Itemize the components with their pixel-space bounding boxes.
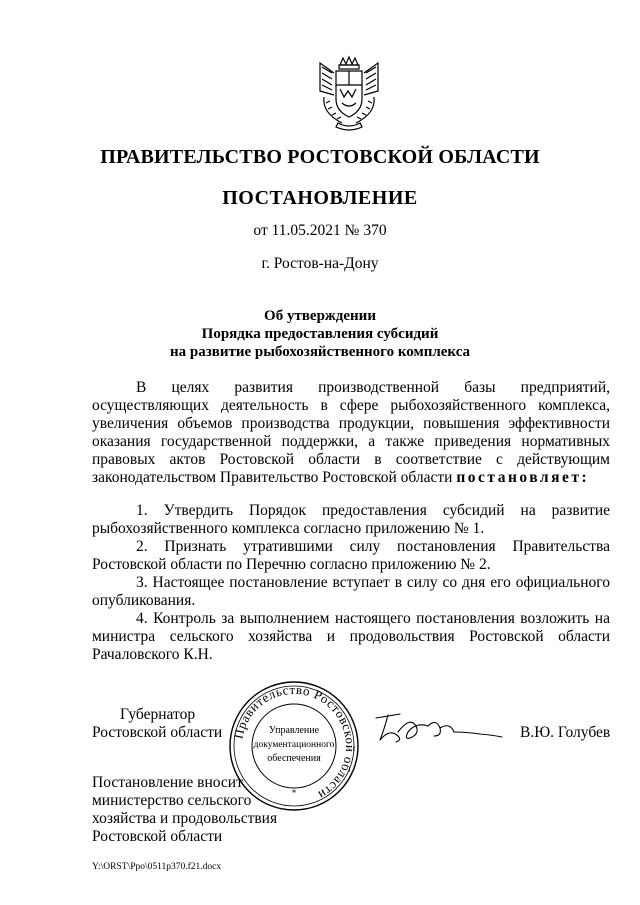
introduced-by-line: министерство сельского — [92, 792, 252, 809]
resolution-item: 3. Настоящее постановление вступает в силу со дня его официального опубликования. — [92, 574, 610, 609]
introduced-by-block — [92, 774, 332, 846]
seal-star-icon: * — [291, 788, 297, 798]
seal-ring-text: Правительство Ростовской области — [230, 681, 359, 804]
introduced-by-line: хозяйства и продовольствия — [92, 810, 278, 827]
file-path-footer: Y:\ORST\Ppo\0511p370.f21.docx — [92, 862, 222, 872]
introduced-by-line: Ростовской области — [92, 828, 223, 845]
document-subject — [0, 307, 640, 361]
seal-line: документационного — [253, 740, 335, 750]
subject-line: на развитие рыбохозяйственного комплекса — [169, 344, 471, 360]
government-name: ПРАВИТЕЛЬСТВО РОСТОВСКОЙ ОБЛАСТИ — [100, 146, 540, 168]
signatory-name: В.Ю. Голубев — [520, 724, 611, 741]
document-date-number: от 11.05.2021 № 370 — [253, 222, 387, 239]
resolution-item: 4. Контроль за выполнением настоящего постановления возложить на министра сельского хозяйства и продовольствия Ростовской области Рачаловского К.Н. — [92, 610, 610, 663]
preamble-text: В целях развития производственной базы предприятий, осуществляющих деятельность в сфере рыбохозяйственного комплекса, увеличения объемов производства продукции, повышения эффективности оказания государственной поддержки, а также приведения нормативных правовых актов Ростовской области в соответствие с действующим законодательством Правительство Ростовской области — [92, 379, 610, 486]
seal-line: Управление — [268, 725, 320, 736]
preamble-paragraph — [92, 379, 610, 487]
handwritten-signature-icon — [370, 702, 505, 750]
signatory-position: Губернатор — [120, 706, 196, 723]
resolution-item: 1. Утвердить Порядок предоставления субсидий на развитие рыбохозяйственного комплекса согласно приложению № 1. — [92, 502, 610, 537]
resolution-item: 2. Признать утратившими силу постановления Правительства Ростовской области по Перечню согласно приложению № 2. — [92, 538, 610, 573]
subject-line: Об утверждении — [264, 308, 376, 324]
seal-line: обеспечения — [267, 753, 321, 764]
document-city: г. Ростов-на-Дону — [261, 255, 379, 272]
document-type: ПОСТАНОВЛЕНИЕ — [222, 187, 418, 209]
resolves-word: постановляет: — [456, 469, 590, 486]
resolution-items — [92, 502, 610, 664]
introduced-by-line: Постановление вносит — [92, 774, 243, 791]
subject-line: Порядка предоставления субсидий — [201, 326, 439, 342]
coat-of-arms-icon — [312, 55, 386, 131]
signatory-region: Ростовской области — [92, 724, 223, 741]
